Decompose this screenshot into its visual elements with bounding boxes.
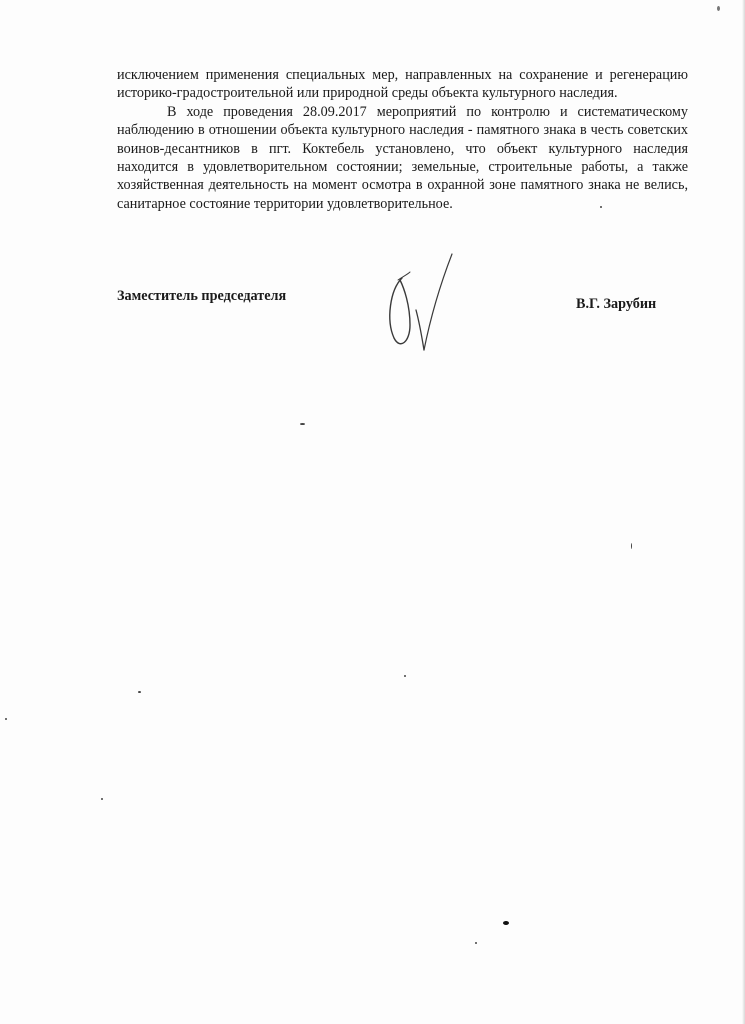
scan-speck <box>717 6 720 11</box>
paragraph-continuation: исключением применения специальных мер, направленных на сохранение и регенерацию историко-градостроительной или природной среды объекта культурного наследия. <box>117 67 688 102</box>
scan-speck <box>600 206 602 208</box>
scan-speck <box>503 921 509 925</box>
scan-speck <box>404 675 406 677</box>
scan-speck <box>631 543 632 549</box>
scan-speck <box>300 423 305 425</box>
scan-speck <box>101 798 103 800</box>
signer-name: В.Г. Зарубин <box>576 296 657 312</box>
scan-speck <box>138 691 141 693</box>
scan-speck <box>475 942 477 944</box>
handwritten-signature <box>380 250 460 355</box>
paragraph-inspection-result: В ходе проведения 28.09.2017 мероприятий по контролю и систематическому наблюдению в отношении объекта культурного наследия - памятного знака в честь советских воинов-десантников в пгт. Коктебель установлено, что объект культурного наследия находится в удовлетворительном состоянии; земельные, строительные работы, а также хозяйственная деятельность на момент осмотра в охранной зоне памятного знака не велись, санитарное состояние территории удовлетворительное. <box>117 103 688 212</box>
signer-position: Заместитель председателя <box>117 288 287 304</box>
scan-speck <box>5 718 7 720</box>
document-body <box>117 66 688 213</box>
